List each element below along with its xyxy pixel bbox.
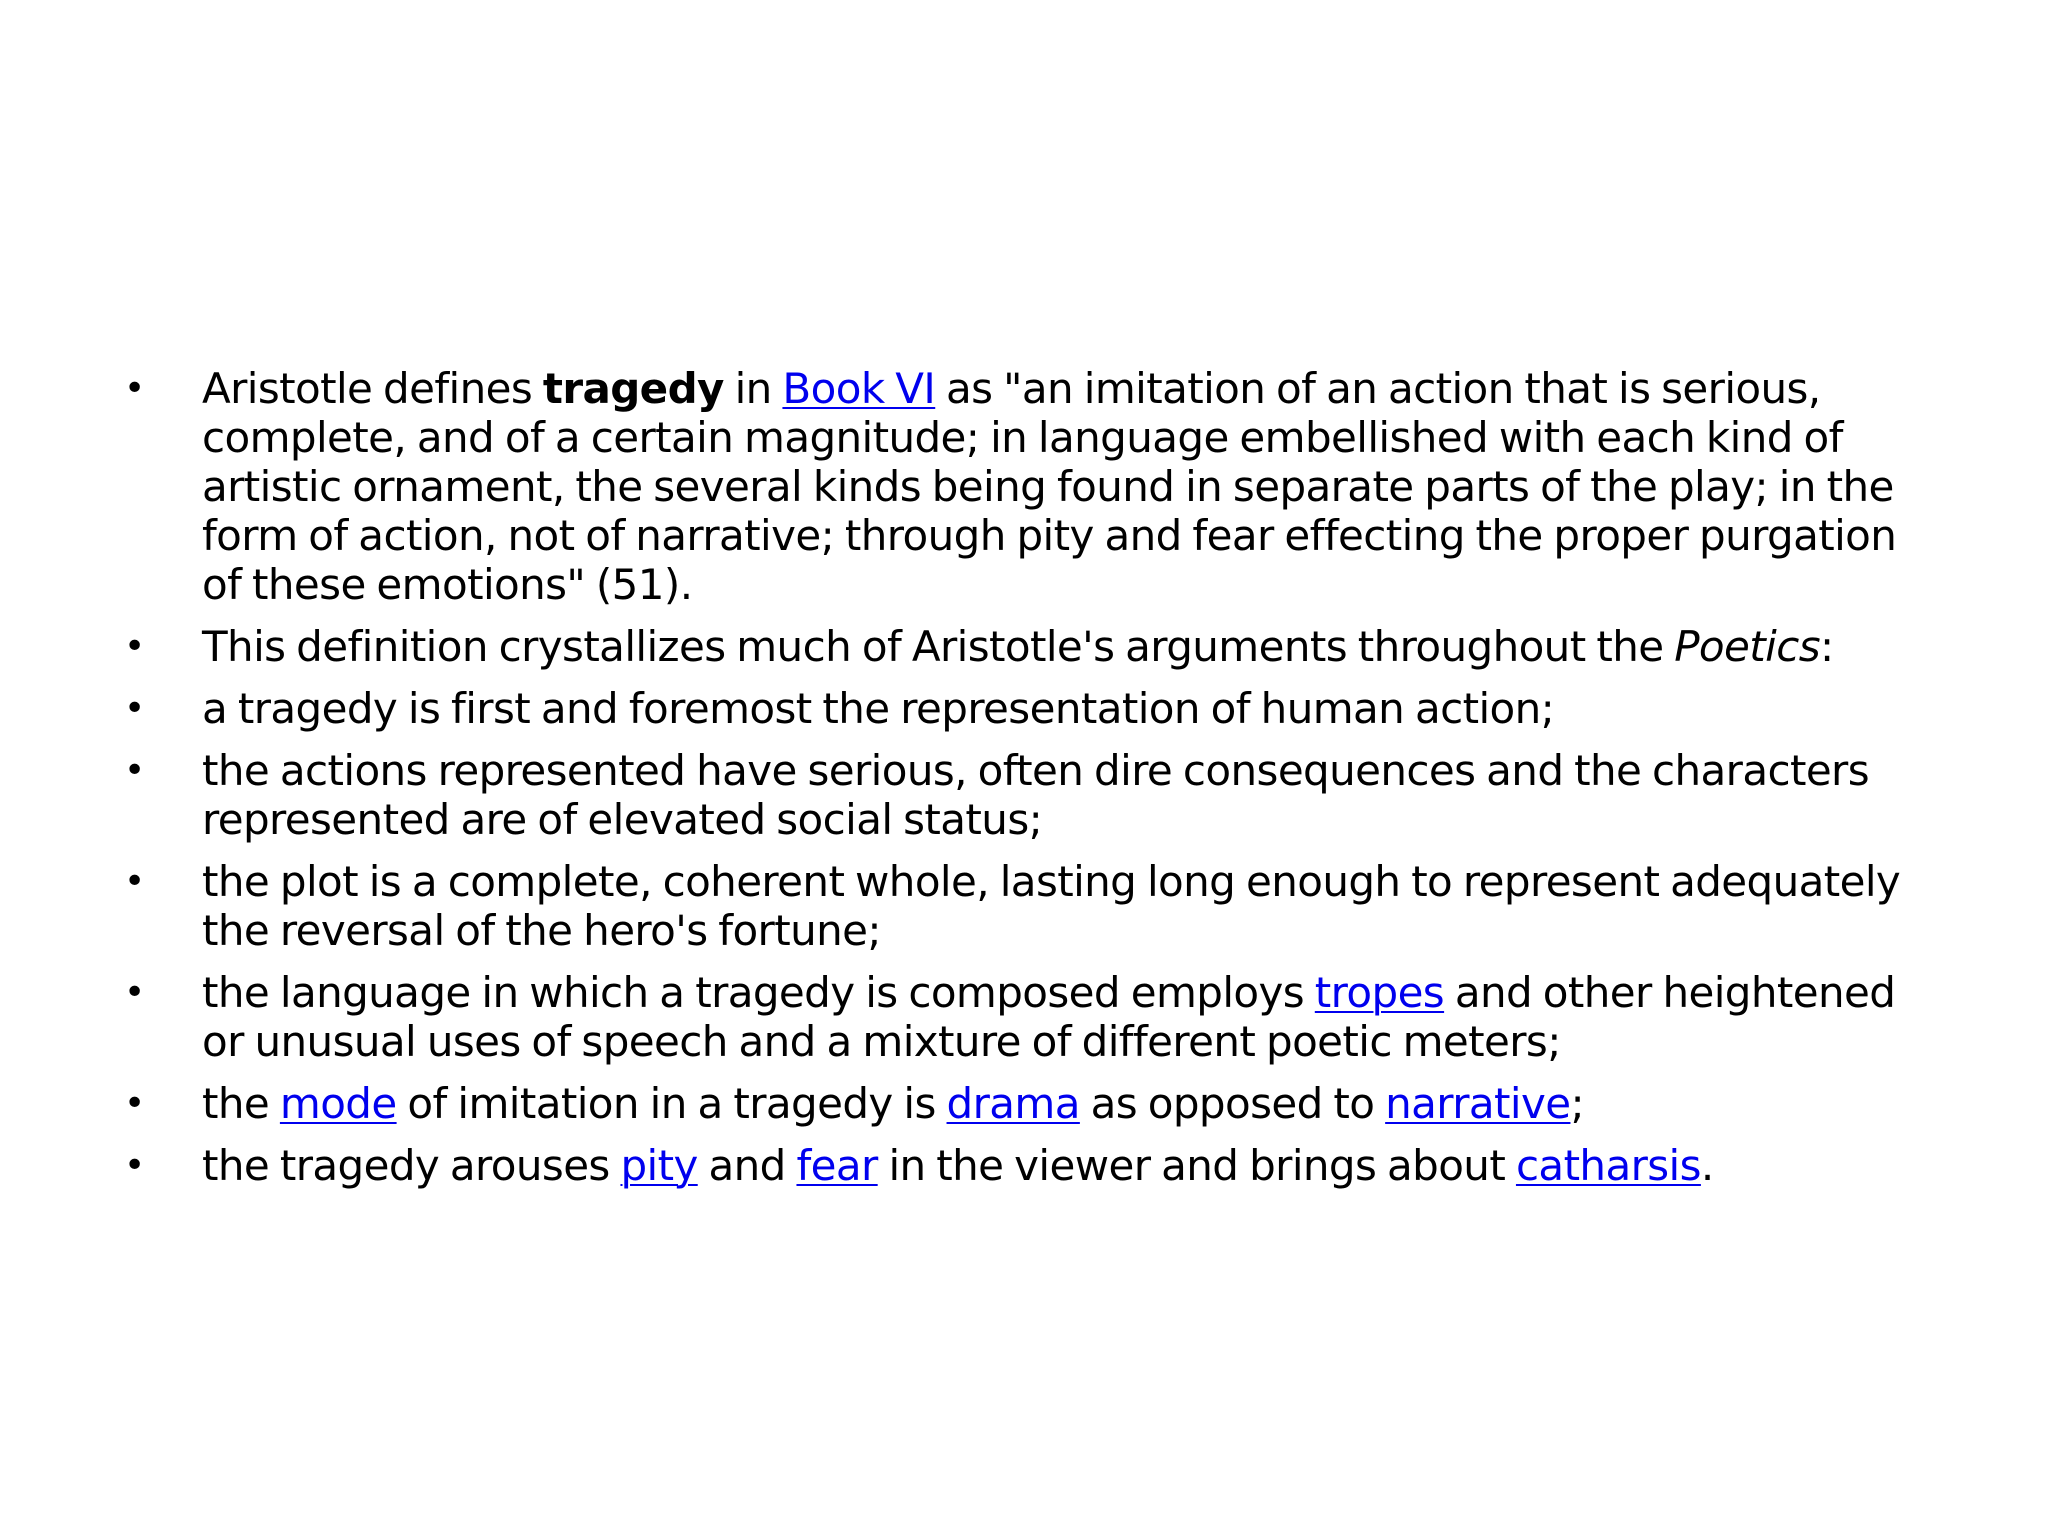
item-text: in (723, 364, 783, 413)
bullet-item-crystallizes (118, 622, 1940, 671)
link-mode[interactable]: mode (279, 1079, 397, 1128)
link-tropes[interactable]: tropes (1314, 968, 1445, 1017)
bullet-item-definition (118, 364, 1940, 609)
bullet-icon: • (124, 368, 145, 409)
bullet-icon: • (124, 1083, 145, 1124)
link-catharsis[interactable]: catharsis (1515, 1141, 1701, 1190)
item-text: a tragedy is first and foremost the representation of human action; (202, 684, 1555, 733)
item-text: : (1819, 622, 1834, 671)
item-text: . (1700, 1141, 1714, 1190)
bullet-item-catharsis (118, 1141, 1940, 1190)
link-book-vi[interactable]: Book VI (782, 364, 936, 413)
link-pity[interactable]: pity (620, 1141, 698, 1190)
item-text: as opposed to (1079, 1079, 1386, 1128)
link-fear[interactable]: fear (796, 1141, 878, 1190)
bullet-icon: • (124, 626, 145, 667)
item-text: ; (1570, 1079, 1585, 1128)
item-text: This definition crystallizes much of Aristotle's arguments throughout the (202, 622, 1675, 671)
title-poetics: Poetics (1674, 622, 1820, 671)
item-text: and (697, 1141, 797, 1190)
bullet-item-consequences (118, 746, 1940, 844)
term-tragedy: tragedy (542, 364, 724, 413)
item-text: the plot is a complete, coherent whole, lasting long enough to represent adequately the reversal of the hero's fortune; (202, 857, 1901, 955)
bullet-icon: • (124, 972, 145, 1013)
bullet-icon: • (124, 750, 145, 791)
item-text: as "an imitation of an action that is serious, complete, and of a certain magnitude; in language embellished with each kind of artistic ornament, the several kinds being found in separate parts of the play; in the form of action, not of narrative; through pity and fear effecting the proper purgation of these emotions" (51). (202, 364, 1897, 609)
item-text: the language in which a tragedy is composed employs (202, 968, 1315, 1017)
item-text: the tragedy arouses (202, 1141, 621, 1190)
item-text: in the viewer and brings about (877, 1141, 1516, 1190)
item-text: of imitation in a tragedy is (396, 1079, 947, 1128)
link-narrative[interactable]: narrative (1385, 1079, 1571, 1128)
bullet-icon: • (124, 861, 145, 902)
bullet-item-mode (118, 1079, 1940, 1128)
bullet-item-human-action (118, 684, 1940, 733)
item-text: Aristotle defines (202, 364, 543, 413)
link-drama[interactable]: drama (946, 1079, 1080, 1128)
item-text: and other heightened or unusual uses of speech and a mixture of different poetic meters; (202, 968, 1896, 1066)
item-text: the (202, 1079, 280, 1128)
item-text: the actions represented have serious, often dire consequences and the characters represented are of elevated social status; (202, 746, 1870, 844)
bullet-icon: • (124, 688, 145, 729)
bullet-item-plot (118, 857, 1940, 955)
bullet-icon: • (124, 1145, 145, 1186)
bullet-list (118, 364, 1940, 1203)
bullet-item-language (118, 968, 1940, 1066)
